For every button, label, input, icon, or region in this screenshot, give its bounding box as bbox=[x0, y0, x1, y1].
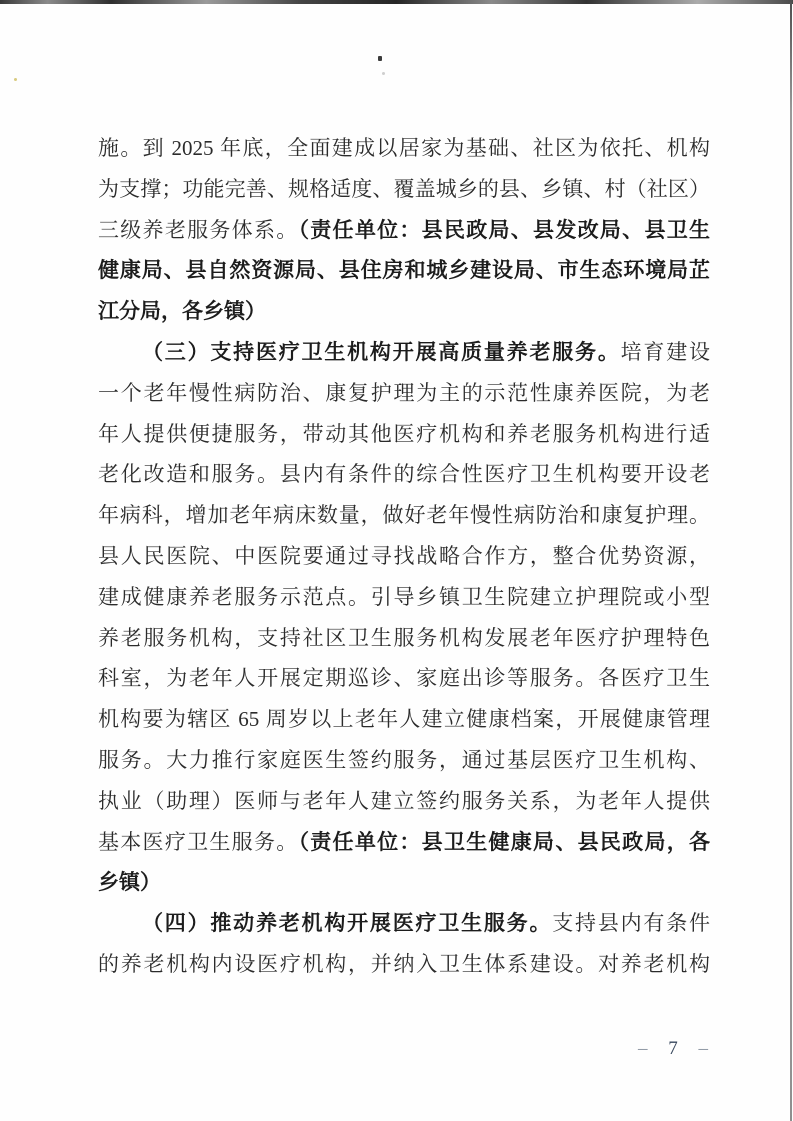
text-line bbox=[98, 862, 710, 903]
text-line bbox=[98, 414, 710, 455]
body-text: 的养老机构内设医疗机构，并纳入卫生体系建设。对养老机构 bbox=[98, 951, 710, 976]
body-text: 施。到 2025 年底，全面建成以居家为基础、社区为依托、机构 bbox=[98, 136, 710, 160]
body-text: 县人民医院、中医院要通过寻找战略合作方，整合优势资源， bbox=[98, 543, 710, 568]
text-line bbox=[98, 332, 710, 373]
body-text: 机构要为辖区 65 周岁以上老年人建立健康档案，开展健康管理 bbox=[98, 707, 710, 732]
body-text: 年病科，增加老年病床数量，做好老年慢性病防治和康复护理。 bbox=[98, 503, 710, 528]
body-text: 服务。大力推行家庭医生签约服务，通过基层医疗卫生机构、 bbox=[98, 747, 710, 772]
text-line bbox=[98, 454, 710, 495]
responsibility-unit-text: 健康局、县自然资源局、县住房和城乡建设局、市生态环境局芷 bbox=[98, 258, 710, 283]
text-line bbox=[98, 944, 710, 985]
text-line bbox=[98, 699, 710, 740]
body-text: 三级养老服务体系。 bbox=[98, 217, 299, 242]
responsibility-unit-text: 江分局，各乡镇） bbox=[98, 299, 266, 324]
text-line bbox=[98, 291, 710, 332]
page-number-dash-left: – bbox=[638, 1040, 648, 1057]
text-line bbox=[98, 577, 710, 618]
body-text: 年人提供便捷服务，带动其他医疗机构和养老服务机构进行适 bbox=[98, 421, 710, 446]
body-text: 一个老年慢性病防治、康复护理为主的示范性康养医院，为老 bbox=[98, 380, 710, 405]
page-number-dash-right: – bbox=[698, 1040, 708, 1057]
section-heading: （三）支持医疗卫生机构开展高质量养老服务。 bbox=[142, 339, 621, 364]
scan-edge-top bbox=[0, 0, 793, 4]
text-block bbox=[98, 128, 710, 985]
text-line bbox=[98, 373, 710, 414]
body-text: 科室，为老年人开展定期巡诊、家庭出诊等服务。各医疗卫生 bbox=[98, 666, 710, 691]
page-number-value: 7 bbox=[668, 1038, 678, 1059]
text-line bbox=[98, 495, 710, 536]
text-line bbox=[98, 822, 710, 863]
scan-speck bbox=[378, 56, 382, 61]
text-line bbox=[98, 128, 710, 169]
responsibility-unit-text: 乡镇） bbox=[98, 870, 161, 895]
text-line bbox=[98, 618, 710, 659]
scan-speck bbox=[382, 72, 385, 75]
text-line bbox=[98, 250, 710, 291]
text-line bbox=[98, 781, 710, 822]
body-text: 支持县内有条件 bbox=[552, 911, 710, 936]
scan-edge-right bbox=[790, 0, 792, 1121]
body-text: 老化改造和服务。县内有条件的综合性医疗卫生机构要开设老 bbox=[98, 462, 710, 487]
body-text: 为支撑；功能完善、规格适度、覆盖城乡的县、乡镇、村（社区） bbox=[98, 176, 710, 201]
responsibility-unit-text: （责任单位：县卫生健康局、县民政局，各 bbox=[298, 829, 710, 854]
responsibility-unit-text: （责任单位：县民政局、县发改局、县卫生 bbox=[298, 217, 710, 242]
section-heading: （四）推动养老机构开展医疗卫生服务。 bbox=[142, 911, 553, 936]
body-text: 建成健康养老服务示范点。引导乡镇卫生院建立护理院或小型 bbox=[98, 584, 710, 609]
text-line bbox=[98, 903, 710, 944]
text-line bbox=[98, 740, 710, 781]
text-line bbox=[98, 169, 710, 210]
scan-speck bbox=[14, 78, 17, 81]
text-line bbox=[98, 658, 710, 699]
body-text: 养老服务机构，支持社区卫生服务机构发展老年医疗护理特色 bbox=[98, 625, 710, 650]
body-text: 基本医疗卫生服务。 bbox=[98, 829, 299, 854]
body-text: 培育建设 bbox=[620, 339, 710, 364]
text-line bbox=[98, 536, 710, 577]
text-line bbox=[98, 210, 710, 251]
body-text: 执业（助理）医师与老年人建立签约服务关系，为老年人提供 bbox=[98, 788, 710, 813]
page-number bbox=[638, 1036, 708, 1062]
